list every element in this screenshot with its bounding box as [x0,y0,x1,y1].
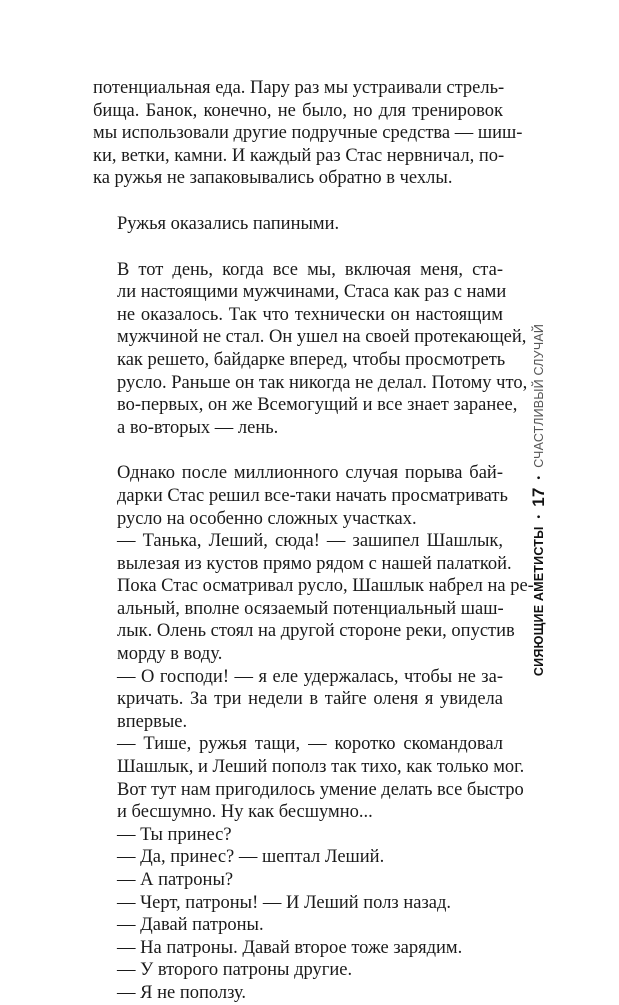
paragraph [93,869,503,892]
text-line: дарки Стас решил все-таки начать просматривать [117,485,508,506]
text-line: — Ты принес? [117,824,232,845]
chapter-title: СЧАСТЛИВЫЙ СЛУЧАЙ [532,323,546,468]
separator-bullet: • [533,514,545,519]
text-line: как решето, байдарке вперед, чтобы просмотреть [117,349,506,370]
text-line: ка ружья не запаковывались обратно в чехлы. [93,168,453,189]
text-line: бища. Банок, конечно, не было, но для тренировок [93,100,503,121]
paragraph [93,959,503,982]
paragraph [93,824,503,847]
text-line: Шашлык, и Леший пополз так тихо, как только мог. [117,757,525,778]
text-line: впервые. [117,711,188,732]
running-head [529,324,549,676]
text-line: лык. Олень стоял на другой стороне реки, опустив [117,621,515,642]
text-line: а во-вторых — лень. [117,417,279,438]
text-line: Вот тут нам пригодилось умение делать все быстро [117,779,524,800]
book-title: СИЯЮЩИЕ АМЕТИСТЫ [532,526,546,677]
text-line: потенциальная еда. Пару раз мы устраивали стрель- [93,78,505,98]
text-line: — Черт, патроны! — И Леший полз назад. [117,892,452,913]
separator-bullet: • [533,475,545,480]
paragraph [93,892,503,915]
text-line: — Да, принес? — шептал Леший. [117,847,385,868]
paragraph [93,846,503,869]
paragraph [93,666,503,734]
paragraph [93,462,508,530]
text-line: и бесшумно. Ну как бесшумно... [117,802,373,823]
text-line: альный, вполне осязаемый потенциальный шаш- [117,598,504,619]
page-number: 17 [529,487,548,507]
text-line: — Танька, Леший, сюда! — зашипел Шашлык, [117,531,503,552]
text-line: — Давай патроны. [117,915,264,936]
text-line: вылезая из кустов прямо рядом с нашей палаткой. [117,553,512,574]
text-line: морду в воду. [117,644,223,665]
paragraph [93,530,534,666]
paragraph [93,733,525,823]
text-line: мужчиной не стал. Он ушел на своей протекающей, [117,327,527,348]
text-line: ки, ветки, камни. И каждый раз Стас нервничал, по- [93,145,505,166]
text-line: — А патроны? [117,870,234,890]
text-line: во-первых, он же Всемогущий и все знает заранее, [117,395,518,416]
text-line: — У второго патроны другие. [117,960,353,981]
text-line: не оказалось. Так что технически он настоящим [117,304,503,325]
paragraph [93,937,503,960]
text-line: ли настоящими мужчинами, Стаса как раз с нами [117,282,507,303]
paragraph [93,77,523,190]
paragraph [93,213,503,236]
body-text [93,77,534,1005]
text-line: мы использовали другие подручные средства — шиш- [93,123,523,144]
text-line: русло. Раньше он так никогда не делал. Потому что, [117,372,528,393]
text-line: Однако после миллионного случая порыва бай- [117,463,503,484]
text-line: русло на особенно сложных участках. [117,508,417,529]
paragraph [93,259,528,440]
text-line: В тот день, когда все мы, включая меня, ста- [117,259,503,280]
text-line: Пока Стас осматривал русло, Шашлык набрел на ре- [117,576,534,597]
paragraph [93,982,503,1005]
paragraph [93,914,503,937]
text-line: Ружья оказались папиными. [117,213,340,234]
text-line: — Тише, ружья тащи, — коротко скомандовал [117,734,503,755]
text-line: — Я не поползу. [117,982,247,1003]
text-line: кричать. За три недели в тайге оленя я увидела [117,689,503,710]
text-line: — О господи! — я еле удержалась, чтобы не за- [117,666,503,687]
text-line: — На патроны. Давай второе тоже зарядим. [117,937,463,958]
